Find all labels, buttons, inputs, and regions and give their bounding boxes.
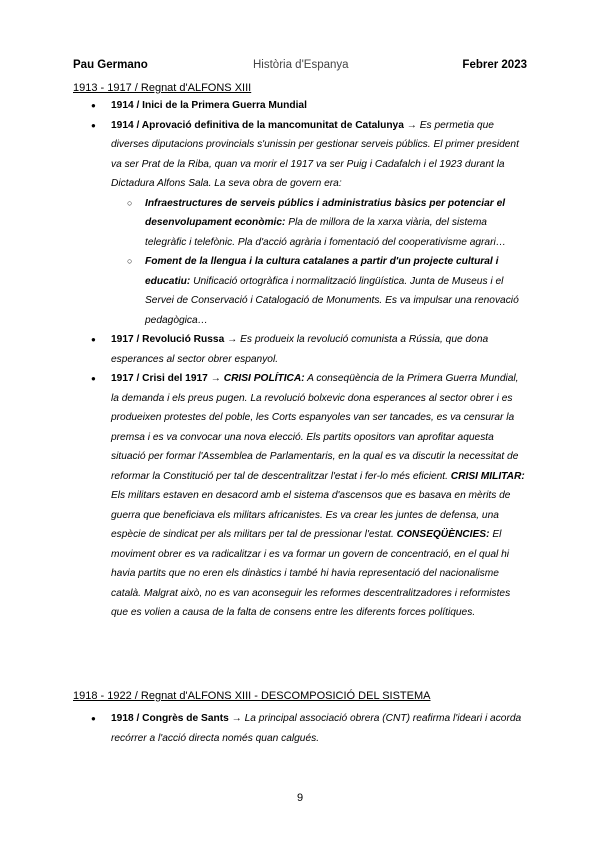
page-number: 9 [296,792,304,804]
item-title: 1914 / Aprovació definitiva de la mancomunitat de Catalunya [111,119,404,131]
consequencies-label: CONSEQÜÈNCIES: [396,529,490,540]
sub-list-item [111,194,527,253]
list-item [73,369,527,623]
sub-item-text: Pla de millora de la xarxa viària, del sistema telegràfic i telefònic. Pla d'acció agrària i fomentació del cooperativisme agrari… [145,217,506,248]
sub-item-title: Foment de la llengua i la cultura catalanes a partir d'un projecte cultural i educatiu: [145,256,499,287]
item-text: La principal associació obrera (CNT) reafirma l'ideari i acorda recórrer a l'acció directa només quan calgués. [111,713,522,744]
crisis-politica-label: CRISI POLÍTICA: [223,373,305,384]
author-name: Pau Germano [73,59,148,71]
section-1918-1922-list [73,709,527,748]
list-item [73,96,527,116]
section-heading-1918-1922: 1918 - 1922 / Regnat d'ALFONS XIII - DESCOMPOSICIÓ DEL SISTEMA [73,690,431,702]
sub-item-text: Unificació ortogràfica i normalització lingüística. Junta de Museus i el Servei de Conservació i Catalogació de Monuments. Es va impulsar una renovació pedagògica… [145,275,519,326]
arrow: → [228,713,245,724]
section-1913-1917-list [73,96,527,623]
section-heading-1913-1917: 1913 - 1917 / Regnat d'ALFONS XIII [73,82,252,94]
item-text: Es produeix la revolució comunista a Rússia, que dona esperances al sector obrer espanyol. [111,334,489,365]
item-text: Els militars estaven en desacord amb el sistema d'ascensos que es basava en mèrits de guerra que beneficiava els militars africanistes. Es va crear les juntes de defensa, una espècie de sindicat per als militars per tal de pressionar l'estat. [111,490,511,540]
sublist [111,194,527,331]
arrow: → [403,119,420,131]
item-text: El moviment obrer es va radicalitzar i es va formar un govern de concentració, en el qual hi havia partits que no eren els dinàstics i també hi havia representació del nacionalisme català. Malgrat això, no es van aconseguir les reformes descentralitzadores i reformistes que es volien a causa de la falta de consens entre les diferents forces polítiques. [111,529,511,618]
list-item [73,116,527,331]
sub-list-item [111,252,527,330]
list-item [73,709,527,748]
item-title: 1917 / Crisi del 1917 [111,373,208,384]
page-header [73,59,527,75]
item-text: Es permetia que diverses diputacions provincials s'unissin per gestionar serveis públics. El primer president va ser Prat de la Riba, quan va morir el 1917 va ser Puig i Cadafalch i el 1923 durant la Dictadura Alfons Sala. La seva obra de govern era: [111,119,519,189]
subject-title: Història d'Espanya [253,59,349,71]
crisis-militar-label: CRISI MILITAR: [450,470,525,482]
item-title: 1917 / Revolució Russa [111,334,225,345]
item-title: 1914 / Inici de la Primera Guerra Mundial [111,100,307,111]
arrow: → [224,334,241,345]
item-text: A conseqüència de la Primera Guerra Mundial, la demanda i els preus pugen. La revolució bolxevic dona esperances al sector obrer i es produeixen protestes del poble, les Corts espanyoles van ser tancades, es va censurar la premsa i es va convocar una nova elecció. Els partits opositors van aprofitar aquesta situació per formar l'Assemblea de Parlamentaris, en la qual es va discutir la necessitat de reformar la Constitució per tal de descentralitzar l'estat i fer-lo més eficient. [111,373,519,482]
list-item [73,330,527,369]
item-title: 1918 / Congrès de Sants [111,713,229,724]
arrow: → [207,373,224,384]
header-date: Febrer 2023 [462,59,527,71]
sub-item-title: Infraestructures de serveis públics i administratius bàsics per potenciar el desenvolupament econòmic: [145,197,506,228]
